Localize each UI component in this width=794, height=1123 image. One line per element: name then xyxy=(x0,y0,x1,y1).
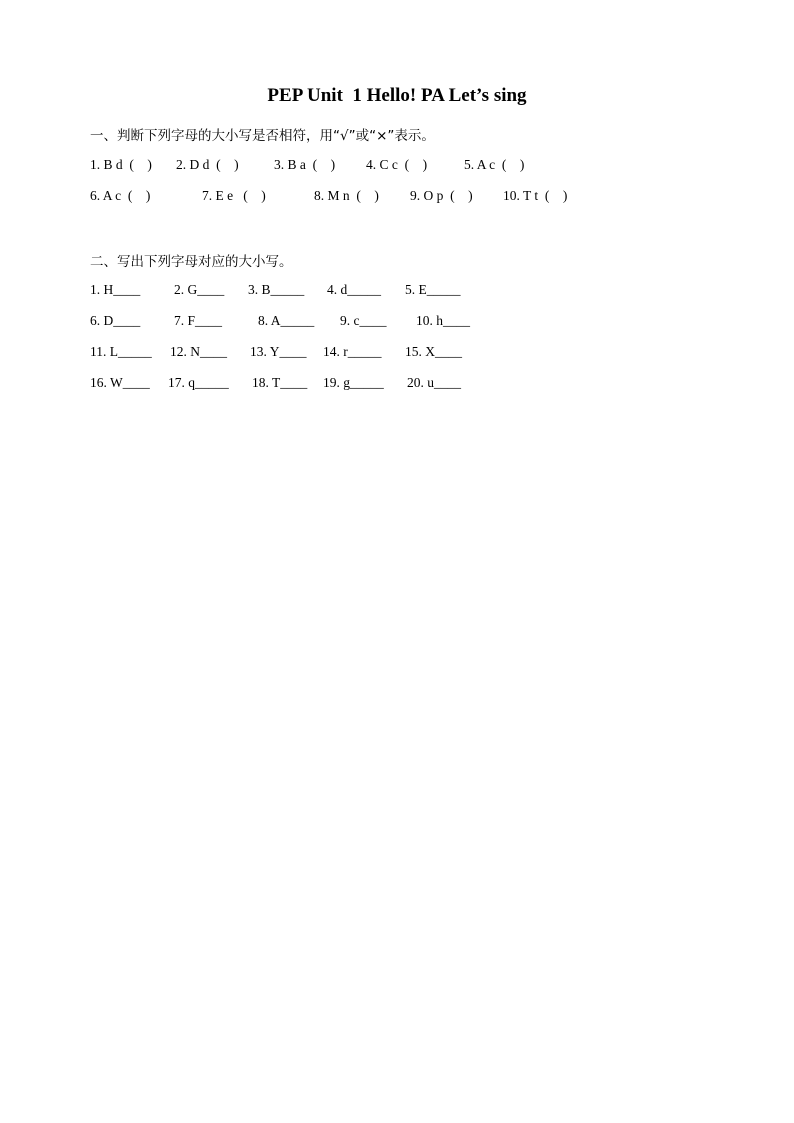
page-title: PEP Unit 1 Hello! PA Let’s sing xyxy=(267,85,527,106)
question-item: 14. r_____ xyxy=(323,344,382,359)
question-item: 15. X____ xyxy=(405,344,462,359)
question-item: 6. A c ( ) xyxy=(90,188,151,203)
section-2-row-2 xyxy=(90,313,750,333)
section-1-row-2 xyxy=(90,188,750,208)
question-item: 9. O p ( ) xyxy=(410,188,473,203)
question-item: 9. c____ xyxy=(340,313,387,328)
question-item: 20. u____ xyxy=(407,375,461,390)
question-item: 11. L_____ xyxy=(90,344,152,359)
section-2-row-3 xyxy=(90,344,750,364)
section-2-heading: 二、写出下列字母对应的大小写。 xyxy=(90,254,293,270)
question-item: 6. D____ xyxy=(90,313,141,328)
question-item: 17. q_____ xyxy=(168,375,229,390)
question-item: 12. N____ xyxy=(170,344,227,359)
question-item: 19. g_____ xyxy=(323,375,384,390)
question-item: 4. C c ( ) xyxy=(366,157,428,172)
question-item: 10. h____ xyxy=(416,313,470,328)
section-1-heading: 一、判断下列字母的大小写是否相符，用“√”或“×”表示。 xyxy=(90,128,435,144)
question-item: 2. G____ xyxy=(174,282,225,297)
question-item: 16. W____ xyxy=(90,375,150,390)
question-item: 7. F____ xyxy=(174,313,223,328)
question-item: 4. d_____ xyxy=(327,282,381,297)
question-item: 3. B_____ xyxy=(248,282,305,297)
question-item: 10. T t ( ) xyxy=(503,188,568,203)
section-1-row-1 xyxy=(90,157,750,177)
question-item: 13. Y____ xyxy=(250,344,307,359)
section-2-row-4 xyxy=(90,375,750,395)
question-item: 2. D d ( ) xyxy=(176,157,239,172)
question-item: 8. M n ( ) xyxy=(314,188,379,203)
question-item: 5. A c ( ) xyxy=(464,157,525,172)
question-item: 8. A_____ xyxy=(258,313,315,328)
question-item: 18. T____ xyxy=(252,375,308,390)
question-item: 5. E_____ xyxy=(405,282,461,297)
question-item: 3. B a ( ) xyxy=(274,157,336,172)
section-2-row-1 xyxy=(90,282,750,302)
question-item: 1. H____ xyxy=(90,282,141,297)
question-item: 7. E e ( ) xyxy=(202,188,266,203)
question-item: 1. B d ( ) xyxy=(90,157,152,172)
